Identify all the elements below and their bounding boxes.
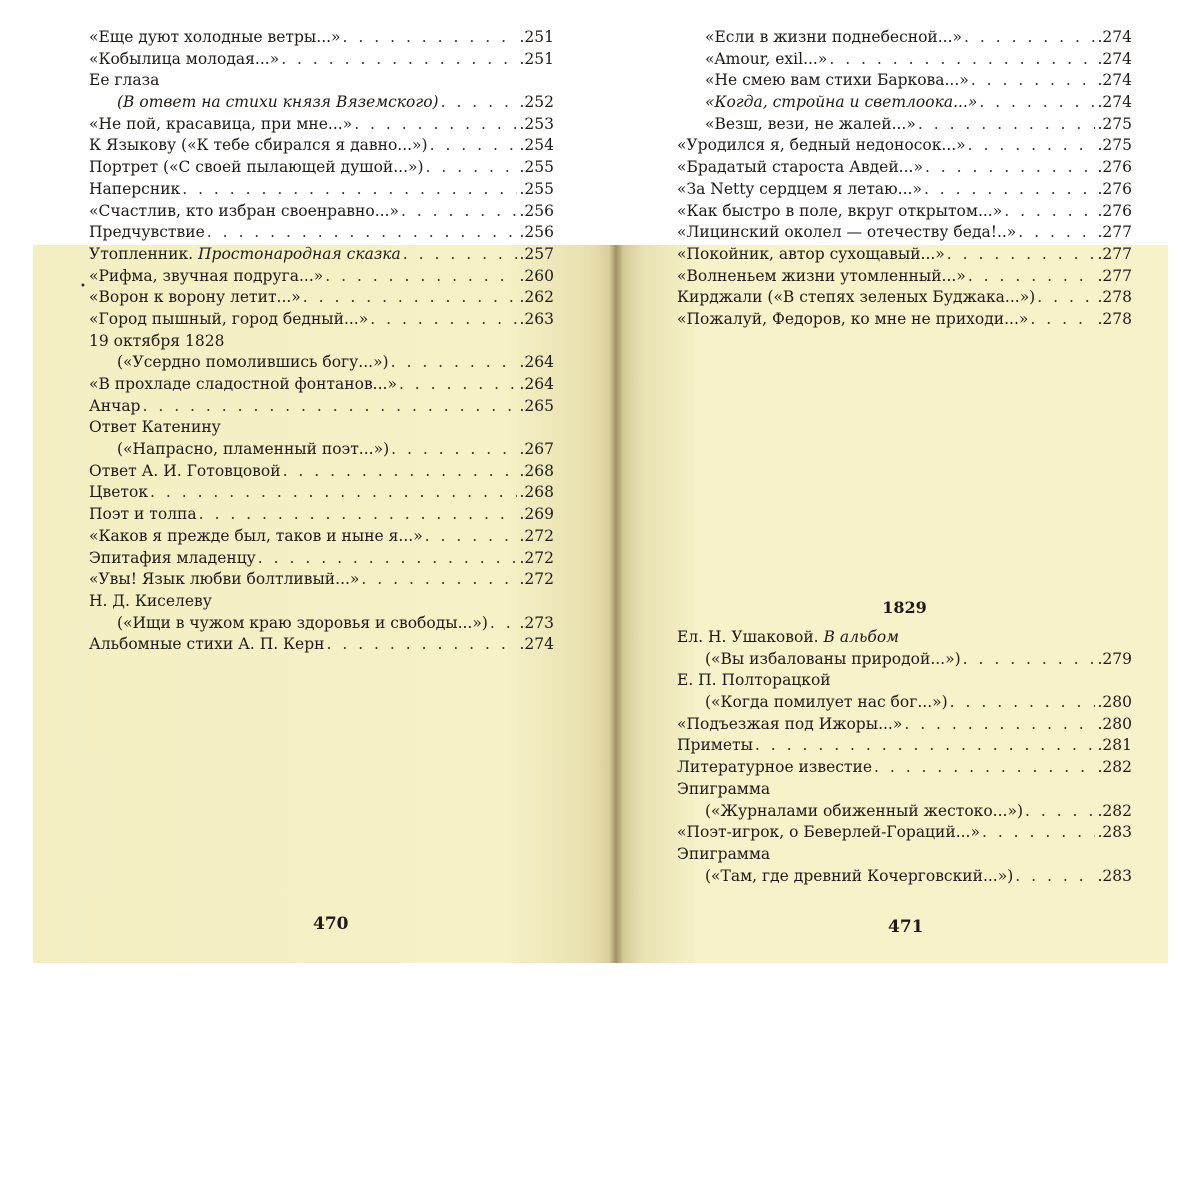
toc-entry-title-text: «Увы! Язык любви болтливый...»: [89, 570, 360, 589]
toc-entry-title: [89, 548, 256, 570]
dot-leader: [441, 92, 518, 114]
toc-entry-title-text: «Поэт-игрок, о Беверлей-Гораций...»: [677, 823, 980, 842]
toc-entry-title-text: «Не смею вам стихи Баркова...»: [705, 71, 969, 90]
toc-entry: [89, 569, 554, 591]
dot-leader: [325, 266, 517, 288]
toc-entry-title: [89, 114, 352, 136]
toc-entry-title: [89, 49, 279, 71]
toc-entry-title-text: Портрет («С своей пылающей душой...»): [89, 158, 424, 177]
toc-entry-title-text: Ответ Катенину: [89, 418, 221, 437]
dot-leader: [199, 504, 518, 526]
toc-entry-title: [89, 417, 221, 439]
toc-entry: [89, 482, 554, 504]
toc-entry-title: [677, 114, 916, 136]
toc-entry-page-number: .281: [1097, 736, 1132, 755]
toc-entry: [677, 844, 1132, 866]
toc-entry: [89, 526, 554, 548]
toc-entry: [677, 179, 1132, 201]
toc-entry: [677, 114, 1132, 136]
toc-entry-page-number: .274: [519, 635, 554, 654]
toc-entry: [89, 591, 554, 613]
toc-entry-page-number: .252: [519, 93, 554, 112]
toc-entry-page-number: .274: [1097, 93, 1132, 112]
toc-entry-title: [677, 92, 977, 114]
toc-entry-page-number: .282: [1097, 801, 1132, 820]
toc-entry-title-text: Кирджали («В степях зеленых Буджака...»): [677, 288, 1036, 307]
toc-entry-title-text: «Ворон к ворону летит...»: [89, 288, 301, 307]
toc-entry: [89, 461, 554, 483]
dot-leader: [430, 135, 518, 157]
dot-leader: [361, 569, 517, 591]
toc-entry-title: [89, 352, 389, 374]
dot-leader: [1030, 309, 1095, 331]
toc-entry-title: [677, 714, 902, 736]
toc-entry-title: [677, 801, 1023, 823]
dot-leader: [283, 461, 518, 483]
toc-entry: [677, 649, 1132, 671]
toc-entry-title-text: Ответ А. И. Готовцовой: [89, 461, 281, 480]
dot-leader: [874, 757, 1095, 779]
dot-leader: [1018, 222, 1095, 244]
toc-entry-title-text: («Ищи в чужом краю здоровья и свободы...»): [117, 613, 488, 632]
toc-entry-title-text: 19 октября 1828: [89, 331, 225, 350]
dot-leader: [947, 244, 1096, 266]
toc-entry-title-text: Предчувствие: [89, 223, 205, 242]
toc-entry-page-number: .254: [519, 136, 554, 155]
toc-entry-title-text: (В ответ на стихи князя Вяземского): [117, 93, 439, 112]
toc-entry: [677, 266, 1132, 288]
toc-entry-title: [677, 222, 1016, 244]
dot-leader: [343, 27, 518, 49]
toc-entry-page-number: .256: [519, 223, 554, 242]
toc-entry-title: [677, 757, 872, 779]
toc-entry-page-number: .277: [1097, 244, 1132, 263]
toc-entry-title: [89, 27, 341, 49]
dot-leader: [964, 27, 1095, 49]
toc-entry-page-number: .260: [519, 266, 554, 285]
toc-entry-title: [677, 670, 831, 692]
toc-entry-page-number: .262: [519, 288, 554, 307]
toc-entry-page-number: .280: [1097, 714, 1132, 733]
toc-entry: [677, 670, 1132, 692]
toc-entry: [677, 866, 1132, 888]
dot-leader: [979, 92, 1095, 114]
toc-entry-title: [89, 461, 281, 483]
toc-entry-page-number: .275: [1097, 136, 1132, 155]
toc-entry-title: [677, 844, 770, 866]
toc-entry: [89, 396, 554, 418]
dot-leader: [281, 49, 517, 71]
toc-entry-title: [89, 201, 399, 223]
toc-entry-title-text: Анчар: [89, 396, 141, 415]
toc-entry-page-number: .251: [519, 49, 554, 68]
dot-leader: [924, 179, 1096, 201]
toc-entry-title: [89, 135, 428, 157]
dot-leader: [426, 157, 518, 179]
toc-entry-title-text: «Если в жизни поднебесной...»: [705, 28, 963, 46]
toc-entry-title: [677, 70, 969, 92]
dot-leader: [1037, 287, 1095, 309]
toc-entry-page-number: .265: [519, 396, 554, 415]
toc-entry-page-number: .264: [519, 353, 554, 372]
toc-entry-title: [677, 49, 827, 71]
toc-entry-page-number: .283: [1097, 823, 1132, 842]
toc-entry-title-text: Ее глаза: [89, 71, 160, 90]
toc-entry-title-text: Наперсник: [89, 179, 181, 198]
toc-entry-title: [677, 649, 961, 671]
toc-entry: [89, 179, 554, 201]
toc-entry-title-text: «Пожалуй, Федоров, ко мне не приходи...»: [677, 309, 1029, 328]
toc-entry-title-text: «Когда, стройна и светлоока...»: [705, 93, 978, 112]
left-toc-list: [89, 27, 554, 656]
toc-entry-title-text: «Amour, exil...»: [705, 49, 828, 68]
toc-entry: [89, 49, 554, 71]
toc-entry: [677, 757, 1132, 779]
dot-leader: [403, 244, 518, 266]
toc-entry: [677, 49, 1132, 71]
toc-entry-title-text: Е. П. Полторацкой: [677, 671, 831, 690]
toc-entry-page-number: .282: [1097, 758, 1132, 777]
toc-entry-page-number: .276: [1097, 158, 1132, 177]
toc-entry-page-number: .253: [519, 114, 554, 133]
toc-entry-title-text: «Город пышный, город бедный...»: [89, 309, 369, 328]
toc-entry-page-number: .276: [1097, 201, 1132, 220]
toc-entry: [89, 266, 554, 288]
toc-entry-page-number: .268: [519, 483, 554, 502]
toc-entry: [89, 114, 554, 136]
toc-entry: [677, 735, 1132, 757]
toc-entry-title: [89, 396, 140, 418]
toc-entry-page-number: .263: [519, 309, 554, 328]
toc-entry: [677, 822, 1132, 844]
dot-leader: [755, 735, 1096, 757]
toc-entry-page-number: .278: [1097, 309, 1132, 328]
toc-entry: [89, 331, 554, 353]
dot-leader: [425, 526, 518, 548]
toc-entry-page-number: .274: [1097, 49, 1132, 68]
toc-entry-title-text: «Счастлив, кто избран своенравно...»: [89, 201, 399, 220]
toc-entry-page-number: .283: [1097, 866, 1132, 885]
toc-entry-title-text: «Не пой, красавица, при мне...»: [89, 114, 353, 133]
toc-entry-title: [677, 157, 923, 179]
dot-leader: [925, 157, 1096, 179]
toc-entry: [677, 287, 1132, 309]
toc-entry-title-text: «В прохладе сладостной фонтанов...»: [89, 375, 397, 393]
toc-entry-page-number: .267: [519, 440, 554, 459]
toc-entry-page-number: .255: [519, 179, 554, 198]
toc-entry-title-text: Поэт и толпа: [89, 505, 197, 524]
toc-entry-title: [89, 266, 323, 288]
toc-entry-title-text: Эпиграмма: [677, 779, 771, 798]
toc-entry-title: [677, 692, 948, 714]
toc-entry-page-number: .264: [519, 375, 554, 393]
dot-leader: [150, 482, 517, 504]
dot-leader: [354, 114, 517, 136]
toc-entry-title: [677, 287, 1035, 309]
toc-entry-title-text: Эпитафия младенцу: [89, 548, 256, 567]
toc-entry-title-text: Эпиграмма: [677, 844, 771, 863]
toc-entry-page-number: .255: [519, 158, 554, 177]
toc-entry: [89, 634, 554, 656]
toc-entry: [677, 244, 1132, 266]
toc-entry-title: [89, 482, 148, 504]
dot-leader: [982, 822, 1096, 844]
toc-entry-subtitle: В альбом: [823, 628, 900, 646]
toc-entry-title-text: «Кобылица молодая...»: [89, 49, 280, 68]
toc-entry-title: [89, 374, 397, 396]
toc-entry: [677, 92, 1132, 114]
toc-entry: [677, 714, 1132, 736]
toc-entry-title: [677, 201, 1002, 223]
toc-entry-title: [677, 866, 1013, 888]
dot-leader: [1015, 866, 1095, 888]
toc-entry-title-text: «Волненьем жизни утомленный...»: [677, 266, 966, 285]
dot-leader: [829, 49, 1095, 71]
dot-leader: [1025, 801, 1095, 823]
toc-entry: [677, 222, 1132, 244]
toc-entry-title: [89, 504, 197, 526]
dot-leader: [963, 649, 1096, 671]
toc-entry-page-number: .274: [1097, 28, 1132, 46]
toc-entry-title-text: Н. Д. Киселеву: [89, 591, 212, 610]
book-gutter: [609, 245, 623, 963]
toc-entry-title: [89, 634, 324, 656]
toc-entry-title: [89, 591, 212, 613]
toc-entry-title: [677, 179, 922, 201]
toc-entry: [677, 309, 1132, 331]
dot-leader: [303, 287, 518, 309]
toc-entry: [89, 548, 554, 570]
dot-leader: [391, 439, 517, 461]
toc-entry-title-text: «Подъезжая под Ижоры...»: [677, 714, 903, 733]
toc-entry: [677, 801, 1132, 823]
dot-leader: [207, 222, 518, 244]
toc-entry-title-text: «Как быстро в поле, вкруг открытом...»: [677, 201, 1003, 220]
toc-entry-title-text: Приметы: [677, 736, 753, 755]
year-heading: 1829: [882, 598, 927, 617]
toc-entry-page-number: .276: [1097, 179, 1132, 198]
toc-entry-title: [89, 569, 359, 591]
toc-entry: [89, 222, 554, 244]
toc-entry-title-text: («Напрасно, пламенный поэт...»): [117, 440, 390, 459]
toc-entry-title-text: «Покойник, автор сухощавый...»: [677, 244, 945, 263]
dot-leader: [968, 266, 1096, 288]
toc-entry-title: [677, 627, 899, 649]
right-page-number: 471: [888, 917, 924, 937]
toc-entry: [89, 201, 554, 223]
toc-entry-page-number: .274: [1097, 71, 1132, 90]
toc-entry-page-number: .272: [519, 526, 554, 545]
toc-entry-page-number: .272: [519, 570, 554, 589]
dot-leader: [399, 374, 518, 396]
dot-leader: [326, 634, 517, 656]
toc-entry-title: [89, 613, 488, 635]
toc-entry: [677, 779, 1132, 801]
toc-entry-title: [89, 439, 389, 461]
dot-leader: [968, 135, 1096, 157]
toc-entry-title: [89, 309, 368, 331]
toc-entry: [677, 201, 1132, 223]
toc-entry-title: [89, 157, 424, 179]
right-toc-list-1828: [677, 27, 1132, 331]
toc-entry-title: [677, 309, 1028, 331]
toc-entry-title-text: «За Netty сердцем я летаю...»: [677, 179, 922, 198]
toc-entry: [89, 244, 554, 266]
toc-entry-subtitle: Простонародная сказка: [198, 244, 401, 263]
toc-entry-title-text: «Брадатый староста Авдей...»: [677, 158, 923, 177]
toc-entry-title-text: «Лицинский околел — отечеству беда!..»: [677, 223, 1017, 242]
dot-leader: [918, 114, 1096, 136]
toc-entry-page-number: .272: [519, 548, 554, 567]
toc-entry-title-text: («Вы избалованы природой...»): [705, 649, 961, 668]
toc-entry-page-number: .256: [519, 201, 554, 220]
toc-entry-title: [677, 266, 966, 288]
right-toc-list-1829: [677, 627, 1132, 887]
toc-entry-title-text: «Уродился я, бедный недоносок...»: [677, 136, 966, 155]
toc-entry: [89, 439, 554, 461]
toc-entry: [677, 27, 1132, 49]
toc-entry: [89, 352, 554, 374]
dot-leader: [1004, 201, 1095, 223]
toc-entry-title: [89, 179, 180, 201]
toc-entry: [677, 135, 1132, 157]
toc-entry-page-number: .273: [519, 613, 554, 632]
dot-leader: [490, 613, 518, 635]
dot-leader: [258, 548, 518, 570]
toc-entry-title-text: Цветок: [89, 483, 149, 502]
toc-entry-title: [89, 331, 224, 353]
toc-entry: [677, 70, 1132, 92]
toc-entry-page-number: .275: [1097, 114, 1132, 133]
toc-entry-title-text: К Языкову («К тебе сбирался я давно...»): [89, 136, 428, 155]
toc-entry-title-text: «Рифма, звучная подруга...»: [89, 266, 324, 285]
toc-entry-title-text: Литературное известие: [677, 758, 872, 777]
toc-entry: [89, 27, 554, 49]
dot-leader: [971, 70, 1096, 92]
dot-leader: [142, 396, 517, 418]
toc-entry-page-number: .280: [1097, 693, 1132, 712]
toc-entry: [89, 70, 554, 92]
toc-entry-title: [677, 822, 980, 844]
bullet-mark: •: [80, 281, 86, 292]
toc-entry: [89, 504, 554, 526]
toc-entry-page-number: .277: [1097, 223, 1132, 242]
toc-entry: [89, 135, 554, 157]
toc-entry: [89, 613, 554, 635]
toc-entry: [677, 157, 1132, 179]
toc-entry-title: [89, 70, 159, 92]
toc-entry-title-text: Ел. Н. Ушаковой.: [677, 628, 819, 646]
toc-entry-title: [677, 135, 966, 157]
toc-entry: [89, 309, 554, 331]
left-page-number: 470: [313, 914, 349, 934]
toc-entry-title-text: «Еще дуют холодные ветры...»: [89, 28, 341, 46]
toc-entry-page-number: .277: [1097, 266, 1132, 285]
toc-entry-page-number: .278: [1097, 288, 1132, 307]
toc-entry-title-text: («Когда помилует нас бог...»): [705, 693, 948, 712]
toc-entry: [89, 417, 554, 439]
dot-leader: [950, 692, 1096, 714]
toc-entry-title: [89, 526, 423, 548]
toc-entry-title-text: Утопленник.: [89, 244, 194, 263]
toc-entry-title: [89, 244, 401, 266]
dot-leader: [182, 179, 517, 201]
toc-entry-title: [89, 222, 205, 244]
toc-entry-title: [677, 27, 962, 49]
toc-entry: [89, 374, 554, 396]
toc-entry-title: [89, 92, 439, 114]
toc-entry-page-number: .279: [1097, 649, 1132, 668]
dot-leader: [401, 201, 518, 223]
toc-entry-title-text: «Каков я прежде был, таков и ныне я...»: [89, 526, 423, 545]
toc-entry-page-number: .268: [519, 461, 554, 480]
toc-entry-title-text: Альбомные стихи А. П. Керн: [89, 635, 325, 654]
toc-entry: [89, 92, 554, 114]
toc-entry: [677, 692, 1132, 714]
toc-entry: [89, 157, 554, 179]
toc-entry: [89, 287, 554, 309]
toc-entry-title-text: («Журналами обиженный жестоко...»): [705, 801, 1023, 820]
toc-entry-title: [677, 735, 753, 757]
toc-entry-title: [677, 244, 945, 266]
toc-entry-title: [89, 287, 301, 309]
toc-entry: [677, 627, 1132, 649]
toc-entry-page-number: .257: [519, 244, 554, 263]
toc-entry-page-number: .269: [519, 505, 554, 524]
toc-entry-title: [677, 779, 770, 801]
toc-entry-page-number: .251: [519, 28, 554, 46]
dot-leader: [391, 352, 518, 374]
toc-entry-title-text: («Там, где древний Кочерговский...»): [705, 866, 1014, 885]
dot-leader: [904, 714, 1095, 736]
toc-entry-title-text: («Усердно помолившись богу...»): [117, 353, 389, 372]
toc-entry-title-text: «Везш, вези, не жалей...»: [705, 114, 916, 133]
dot-leader: [370, 309, 517, 331]
